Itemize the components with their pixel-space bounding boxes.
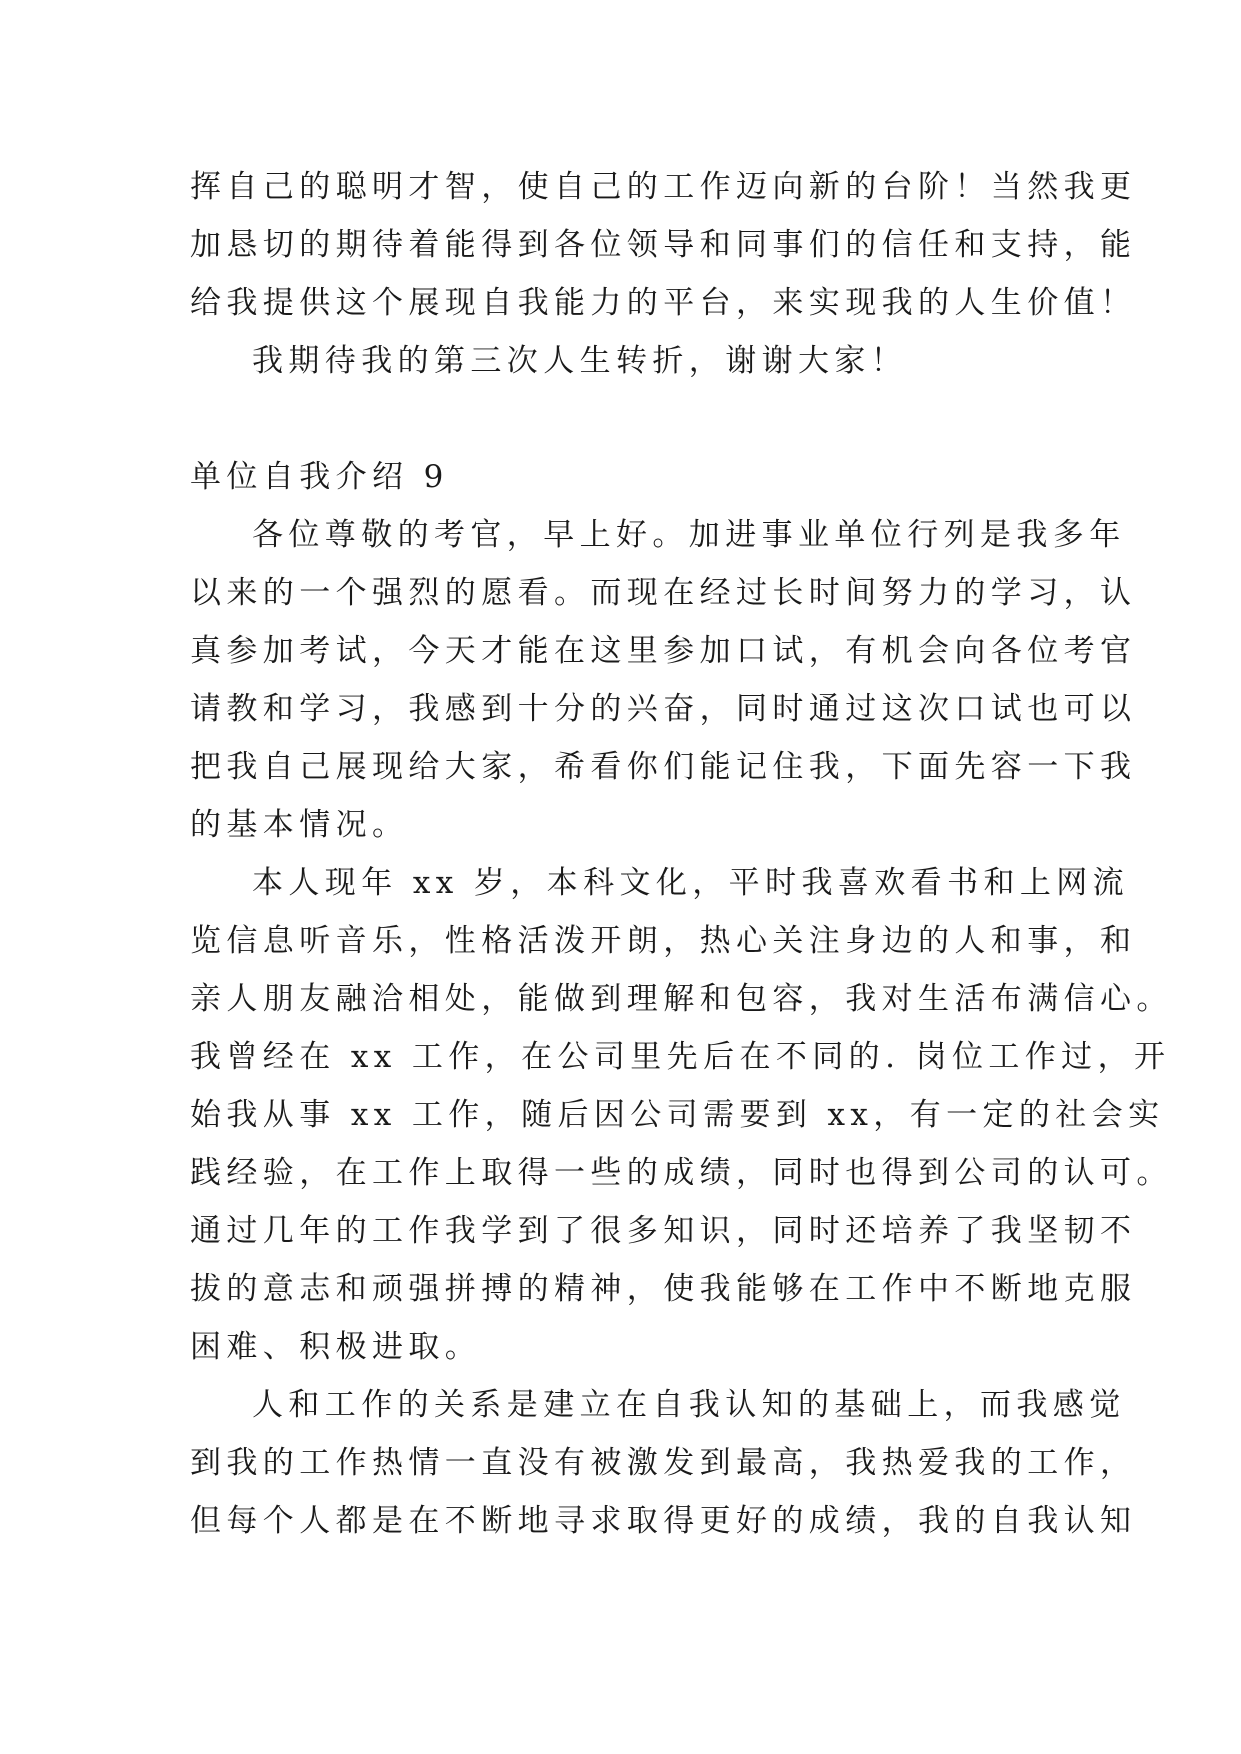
paragraph-closing: [190, 332, 1052, 390]
text-line: 加恳切的期待着能得到各位领导和同事们的信任和支持，能: [190, 227, 1137, 263]
text-line: 困难、积极进取。: [190, 1329, 482, 1365]
text-line: 请教和学习，我感到十分的兴奋，同时通过这次口试也可以: [190, 691, 1137, 727]
text-line: 本人现年 xx 岁，本科文化，平时我喜欢看书和上网流: [252, 865, 1130, 901]
paragraph-continuation: [190, 158, 1137, 332]
text-line: 以来的一个强烈的愿看。而现在经过长时间努力的学习，认: [190, 575, 1137, 611]
text-line: 把我自己展现给大家，希看你们能记住我，下面先容一下我: [190, 749, 1137, 785]
document-body: [190, 158, 1173, 1550]
paragraph-background: [190, 854, 1173, 1376]
text-line: 各位尊敬的考官，早上好。加进事业单位行列是我多年: [252, 517, 1126, 553]
text-line: 给我提供这个展现自我能力的平台，来实现我的人生价值！: [190, 285, 1137, 321]
text-line: 我曾经在 xx 工作，在公司里先后在不同的. 岗位工作过，开: [190, 1039, 1171, 1075]
text-line: 我期待我的第三次人生转折，谢谢大家！: [252, 343, 908, 379]
text-line: 挥自己的聪明才智，使自己的工作迈向新的台阶！当然我更: [190, 169, 1137, 205]
paragraph-greeting: [190, 506, 1137, 854]
text-line: 通过几年的工作我学到了很多知识，同时还培养了我坚韧不: [190, 1213, 1137, 1249]
text-line: 践经验，在工作上取得一些的成绩，同时也得到公司的认可。: [190, 1155, 1173, 1191]
section-title: 单位自我介绍 9: [190, 459, 449, 495]
text-line: 拔的意志和顽强拼搏的精神，使我能够在工作中不断地克服: [190, 1271, 1137, 1307]
text-line: 亲人朋友融洽相处，能做到理解和包容，我对生活布满信心。: [190, 981, 1173, 1017]
text-line: 始我从事 xx 工作，随后因公司需要到 xx，有一定的社会实: [190, 1097, 1165, 1133]
paragraph-self-awareness: [190, 1376, 1137, 1550]
text-line: 的基本情况。: [190, 807, 409, 843]
text-line: 但每个人都是在不断地寻求取得更好的成绩，我的自我认知: [190, 1503, 1137, 1539]
text-line: 真参加考试，今天才能在这里参加口试，有机会向各位考官: [190, 633, 1137, 669]
text-line: 览信息听音乐，性格活泼开朗，热心关注身边的人和事，和: [190, 923, 1137, 959]
section-heading: [190, 448, 1052, 506]
text-line: 到我的工作热情一直没有被激发到最高，我热爱我的工作，: [190, 1445, 1137, 1481]
text-line: 人和工作的关系是建立在自我认知的基础上，而我感觉: [252, 1387, 1126, 1423]
